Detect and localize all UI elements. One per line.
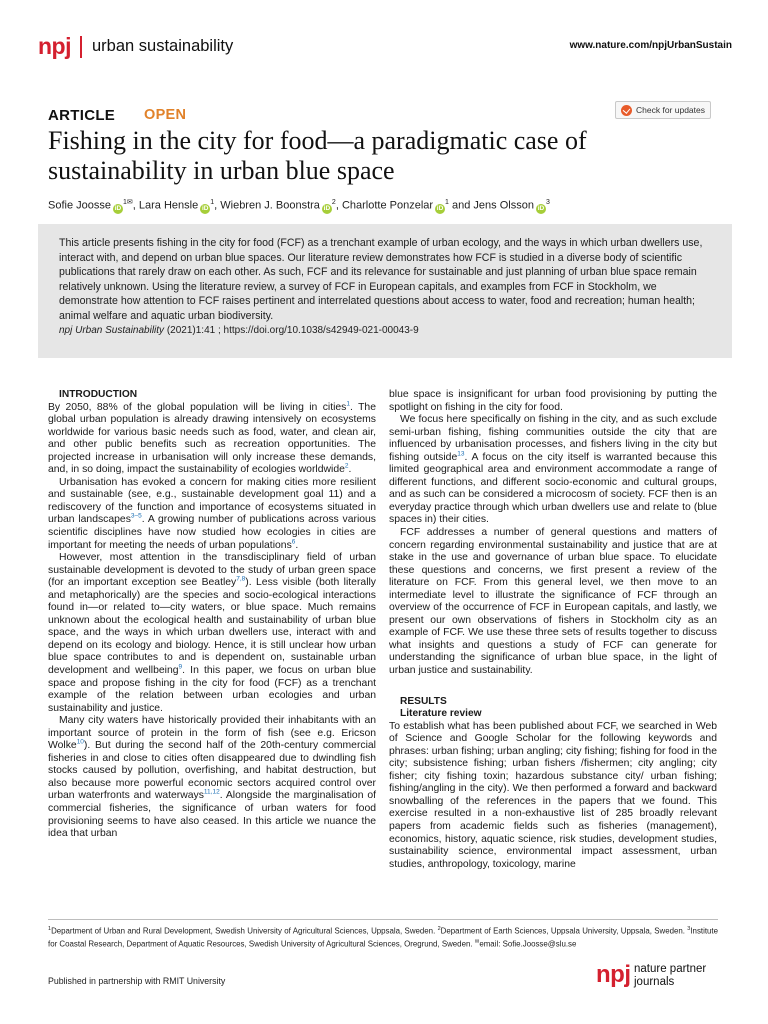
- journal-name[interactable]: urban sustainability: [92, 37, 234, 55]
- article-type: ARTICLE: [48, 107, 116, 124]
- citation-line: [59, 325, 419, 336]
- reference-link[interactable]: 7,8: [236, 575, 246, 583]
- footnote-divider: [48, 919, 718, 920]
- reference-link[interactable]: 10: [76, 738, 84, 746]
- article-title: Fishing in the city for food—a paradigmatic case of sustainability in urban blue space: [48, 126, 587, 185]
- orcid-icon[interactable]: iD: [436, 204, 444, 212]
- author-name[interactable]: Wiebren J. Boonstra: [220, 199, 320, 212]
- orcid-icon[interactable]: iD: [537, 204, 545, 212]
- author-name[interactable]: Sofie Joosse: [48, 199, 111, 212]
- nature-partner-journals-logo[interactable]: [596, 960, 726, 992]
- author-separator: ,: [335, 199, 342, 212]
- body-paragraph: To establish what has been published about FCF, we searched in Web of Science and Google Scholar for the following keywords and phrases: urban fishing; urban angling; city fishing; fishing for food in the city; subsistence fishing; urban fishers /fishermen; city angling; city fisher; city fishing toxin; hazardous substance city/ urban fishing; fishing/angling in the city). We then performed a forward and backward snowballing of the references in the papers that we found. This exercise resulted in a non-exhaustive list of 285 broadly relevant papers from academic fields such as fisheries (management), economics, history, aquatic science, risk studies, development studies, sustainability science, environmental impact assessment, urban studies, anthropology, toxicology, marine: [389, 720, 717, 870]
- logo-divider: [80, 36, 82, 58]
- author-affiliation: 1: [445, 199, 449, 206]
- author-affiliation: 3: [545, 199, 550, 206]
- abstract-box: [38, 224, 732, 358]
- reference-link[interactable]: 3–5: [130, 512, 142, 520]
- check-updates-icon: [621, 105, 632, 116]
- orcid-icon[interactable]: iD: [201, 204, 209, 212]
- journal-header: [38, 34, 732, 60]
- reference-link[interactable]: 11,12: [203, 788, 220, 796]
- corresponding-email[interactable]: email: Sofie.Joosse@slu.se: [479, 939, 577, 949]
- open-access-label: OPEN: [144, 107, 187, 123]
- author-name[interactable]: Charlotte Ponzelar: [341, 199, 434, 212]
- mail-icon: ✉: [474, 939, 480, 946]
- body-paragraph: By 2050, 88% of the global population will be living in cities$^1$. The global urban population is already drawing intensively on ecosystems worldwide for various basic needs such as food, water, and clean air, and other public benefits such as recreation opportunities. The projected increase in urbanisation will only increase these demands, and, in so doing, impact the sustainability of ecologies worldwide$^2$.: [48, 400, 376, 476]
- footer-npj-logo: npj: [596, 961, 631, 988]
- reference-link[interactable]: 6: [291, 538, 296, 546]
- subsection-heading-literature-review: Literature review: [400, 708, 482, 720]
- section-spacer: [389, 678, 717, 696]
- journal-url[interactable]: www.nature.com/npjUrbanSustain: [569, 40, 732, 51]
- abstract-text: This article presents fishing in the city for food (FCF) as a trenchant example of urban ecology, and the ways in which urban dwellers use, interact with, and depend on urban blue spaces. Our literature review demonstrates how FCF is studied in a diverse body of scientific publications that rarely draw on each other. As such, FCF and its relevance for sustainable and just planning of urban blue space remain relatively unknown. Using the literature review, a survey of FCF in European capitals, and examples from FCF in Stockholm, we demonstrate how attention to FCF raises pertinent and interrelated questions about access to water, food and recreation; human health; animal welfare and aquatic urban biodiversity.: [59, 237, 703, 322]
- partnership-note: Published in partnership with RMIT University: [48, 976, 226, 986]
- author-affiliation: 2: [331, 199, 336, 206]
- author-list: [48, 196, 728, 214]
- body-paragraph: We focus here specifically on fishing in the city, and as such exclude semi-urban fishing, fishing communities outside the city that are influenced by urbanisation processes, and fishers living in the city but fishing outside$^{13}$. A focus on the city itself is warranted because this limited geographical area and environment accommodate a range of different functions, and different socio-economic and cultural groups, and as such can be considered a microcosm of society. FCF then is an everyday practice through which urban dwellers use and relate to (blue spaces in) their cities.: [389, 414, 717, 526]
- author-separator: and: [448, 199, 474, 212]
- check-for-updates-label: Check for updates: [636, 105, 705, 115]
- body-column-right: [389, 389, 717, 871]
- npj-logo[interactable]: npj: [38, 33, 71, 59]
- body-column-left: [48, 389, 376, 841]
- orcid-icon[interactable]: iD: [323, 204, 331, 212]
- author-separator: ,: [132, 199, 139, 212]
- author-name[interactable]: Jens Olsson: [473, 199, 534, 212]
- author-separator: ,: [214, 199, 221, 212]
- reference-link[interactable]: 13: [457, 450, 465, 458]
- section-heading-results: RESULTS: [400, 695, 447, 707]
- mail-icon[interactable]: ✉: [126, 199, 133, 206]
- author-name[interactable]: Lara Hensle: [138, 199, 199, 212]
- reference-link[interactable]: 1: [346, 400, 350, 408]
- section-heading-introduction: INTRODUCTION: [59, 389, 138, 400]
- body-paragraph: Urbanisation has evoked a concern for making cities more resilient and sustainable (see, e.g., sustainable development goal 11) and a rediscovery of the function and importance of ecosystems situated in urban landscapes$^{3-5}$. A growing number of publications across various scientific disciplines have now studied how ecologies in cities are important for meeting the needs of urban populations$^6$.: [48, 476, 376, 551]
- reference-link[interactable]: 2: [344, 462, 349, 470]
- affiliations-footnote: $^1$Department of Urban and Rural Development, Swedish University of Agricultural Sciences, Uppsala, Sweden. $^2$Department of Earth Sciences, Uppsala University, Uppsala, Sweden. $^3$Institute for Coastal Research, Department of Aquatic Resources, Swedish University of Agricultural Sciences, Oregrund, Sweden. ✉email: Sofie.Joosse@slu.se: [48, 926, 718, 949]
- reference-link[interactable]: 9: [178, 663, 183, 671]
- author-affiliation: 1: [122, 199, 127, 206]
- body-paragraph: However, most attention in the transdisciplinary field of urban sustainable development is devoted to the study of urban green space (for an important exception see Beatley$^{7,8}$). Less visible (both literally and metaphorically) are the species and socio-ecological interactions found in—or related to—city waters, or blue space. Much remains unknown about the ecological health and sustainability of urban blue space, and the ways in which urban dwellers use, interact with and depend on its ecology and biology. Hence, it is still unclear how urban blue space contributes to and is dependent on, sustainable urban development and wellbeing$^9$. In this paper, we focus on urban blue space and propose fishing in the city for food (FCF) as a trenchant example of the relation between urban ecologies and urban sustainability and justice.: [48, 552, 377, 714]
- orcid-icon[interactable]: iD: [114, 204, 122, 212]
- body-paragraph: Many city waters have historically provided their inhabitants with an important source of protein in the form of fish (see e.g. Ericson Wolke$^{10}$). But during the second half of the 20th-century commercial fisheries in and close to cities often disappeared due to dwindling fish stocks caused by pollution, overfishing, and habitat destruction, but also because more powerful economic sectors acquired control over urban waterfronts and waterways$^{11,12}$. Alongside the marginalisation of commercial fisheries, the significance of urban waters for food provisioning seems to have also ceased. In this article we nuance the idea that urban: [48, 715, 376, 840]
- check-for-updates-button[interactable]: [615, 101, 711, 119]
- author-affiliation: 1: [210, 199, 215, 206]
- footer-brand: nature partner journals: [634, 963, 707, 988]
- body-paragraph: blue space is insignificant for urban food provisioning by putting the spotlight on fishing in the city for food.: [389, 389, 717, 413]
- citation-journal: npj Urban Sustainability: [59, 325, 165, 336]
- body-paragraph: FCF addresses a number of general questions and matters of concern regarding environmental sustainability and justice that are at stake in the use and governance of urban blue space. To elucidate these questions and concerns, we first present a review of the literature on FCF. From this general level, we then move to an intermediate level to illustrate the significance of FCF through an overview of the occurrence of FCF in European capitals, and lastly, we present our own observations of fishers in Stockholm city as an example of FCF. We use these three sets of results together to discuss what insights and questions a study of FCF can generate for understanding the significance of urban blue space, in the light of urban justice and sustainability.: [389, 527, 717, 677]
- citation-doi[interactable]: (2021)1:41 ; https://doi.org/10.1038/s42949-021-00043-9: [164, 325, 419, 336]
